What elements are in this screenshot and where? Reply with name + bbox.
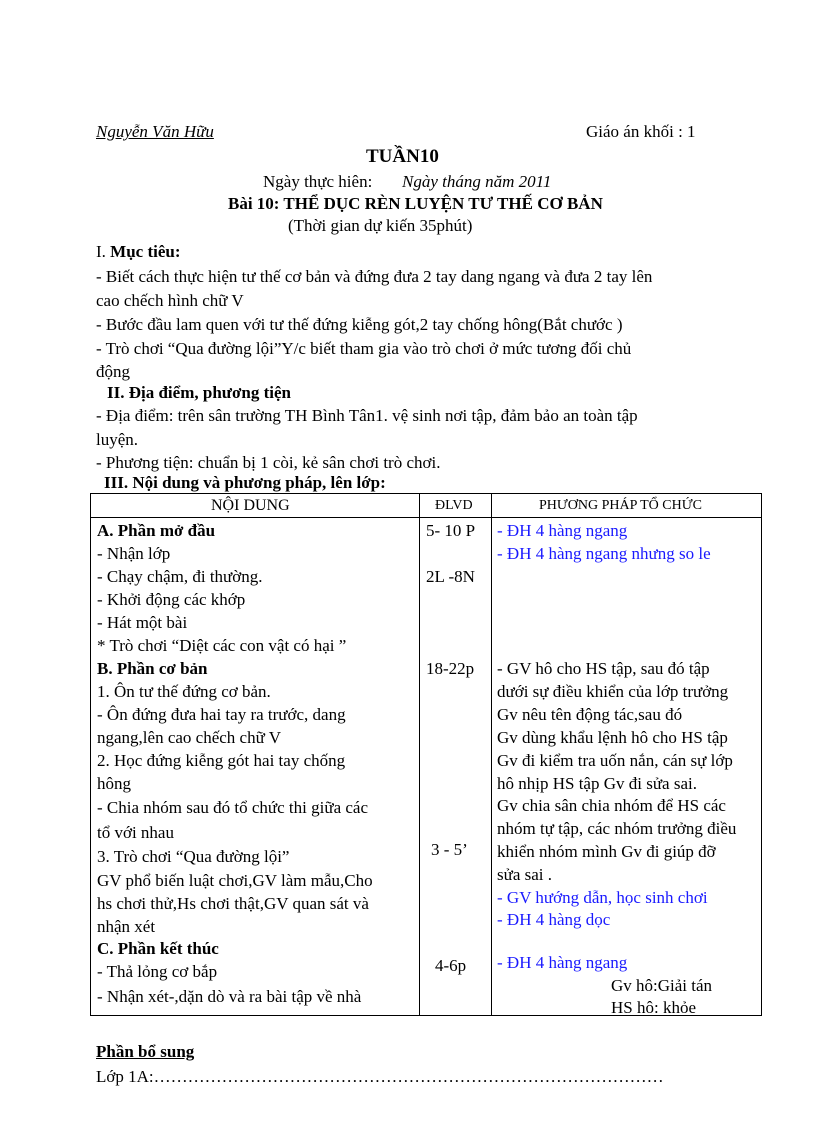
method-line: HS hô: khỏe xyxy=(611,998,696,1017)
objective-line: - Biết cách thực hiện tư thế cơ bản và đứng đưa 2 tay dang ngang và đưa 2 tay lên xyxy=(96,267,653,286)
method-line: Gv dùng khẩu lệnh hô cho HS tập xyxy=(497,728,728,747)
method-line: Gv chia sân chia nhóm để HS các xyxy=(497,796,726,815)
content-line: * Trò chơi “Diệt các con vật có hại ” xyxy=(97,636,347,655)
location-heading: II. Địa điểm, phương tiện xyxy=(107,383,291,402)
duration-c: 4-6p xyxy=(435,956,467,975)
objectives-heading-text: Mục tiêu: xyxy=(110,242,181,261)
method-line: hô nhịp HS tập Gv đi sửa sai. xyxy=(497,774,697,793)
date-value: Ngày tháng năm 2011 xyxy=(402,172,552,191)
content-line: - Thả lỏng cơ bắp xyxy=(97,962,218,981)
content-line: - Nhận xét-,dặn dò và ra bài tập về nhà xyxy=(97,987,362,1006)
content-line: - Khởi động các khớp xyxy=(97,590,246,609)
objective-line: - Trò chơi “Qua đường lội”Y/c biết tham gia vào trò chơi ở mức tương đối chủ xyxy=(96,339,632,358)
objective-line: động xyxy=(96,362,130,381)
duration-run: 2L -8N xyxy=(426,567,475,586)
content-line: 3. Trò chơi “Qua đường lội” xyxy=(97,847,290,866)
objective-line: - Bước đầu lam quen với tư thế đứng kiễng gót,2 tay chống hông(Bắt chước ) xyxy=(96,315,623,334)
method-line: dưới sự điều khiển của lớp trưởng xyxy=(497,682,729,701)
lesson-plan-table xyxy=(90,493,762,1016)
method-line: Gv nêu tên động tác,sau đó xyxy=(497,705,683,724)
method-line-blue: - ĐH 4 hàng dọc xyxy=(497,910,611,929)
duration-b: 18-22p xyxy=(426,659,475,678)
duration-game: 3 - 5’ xyxy=(431,840,468,859)
duration-a: 5- 10 P xyxy=(426,521,476,540)
header-noi-dung: NỘI DUNG xyxy=(211,497,290,514)
content-line: - Ôn đứng đưa hai tay ra trước, dang xyxy=(97,705,346,724)
content-heading: III. Nội dung và phương pháp, lên lớp: xyxy=(104,473,386,492)
week-title: TUẦN10 xyxy=(366,146,439,167)
location-line: - Phương tiện: chuẩn bị 1 còi, kẻ sân chơi trò chơi. xyxy=(96,453,441,472)
supplement-heading: Phần bổ sung xyxy=(96,1042,195,1061)
content-line: - Chạy chậm, đi thường. xyxy=(97,567,263,586)
date-label: Ngày thực hiên: xyxy=(263,172,373,191)
method-line-blue: - ĐH 4 hàng ngang xyxy=(497,521,628,540)
content-line: 2. Học đứng kiễng gót hai tay chống xyxy=(97,751,346,770)
duration: (Thời gian dự kiến 35phút) xyxy=(288,216,473,235)
method-line: sửa sai . xyxy=(497,865,553,884)
location-line: luyện. xyxy=(96,430,139,449)
section-b-title: B. Phần cơ bản xyxy=(97,659,208,678)
method-line-blue: - ĐH 4 hàng ngang xyxy=(497,953,628,972)
section-a-title: A. Phần mở đầu xyxy=(97,521,216,540)
content-line: 1. Ôn tư thế đứng cơ bản. xyxy=(97,682,271,701)
method-line-blue: - GV hướng dẫn, học sinh chơi xyxy=(497,888,708,907)
method-line: nhóm tự tập, các nhóm trưởng điều xyxy=(497,819,737,838)
location-line: - Địa điểm: trên sân trường TH Bình Tân1. vệ sinh nơi tập, đảm bảo an toàn tập xyxy=(96,406,638,425)
header-phuong-phap: PHƯƠNG PHÁP TỔ CHỨC xyxy=(539,498,702,513)
method-line: Gv đi kiểm tra uốn nắn, cán sự lớp xyxy=(497,751,733,770)
method-line: khiển nhóm mình Gv đi giúp đỡ xyxy=(497,842,716,861)
column-divider xyxy=(491,494,492,1015)
content-line: ngang,lên cao chếch chữ V xyxy=(97,728,282,747)
content-line: - Nhận lớp xyxy=(97,544,171,563)
objective-line: cao chếch hình chữ V xyxy=(96,291,244,310)
author-name: Nguyễn Văn Hữu xyxy=(96,122,214,141)
content-line: - Chia nhóm sau đó tổ chức thi giữa các xyxy=(97,798,368,817)
content-line: hs chơi thử,Hs chơi thật,GV quan sát và xyxy=(97,894,369,913)
grade-label: Giáo án khối : 1 xyxy=(586,122,696,141)
header-dlvd: ĐLVD xyxy=(435,498,473,513)
lesson-title: Bài 10: THỂ DỤC RÈN LUYỆN TƯ THẾ CƠ BẢN xyxy=(228,194,603,213)
method-line-blue: - ĐH 4 hàng ngang nhưng so le xyxy=(497,544,711,563)
content-line: tổ với nhau xyxy=(97,823,174,842)
content-line: GV phổ biến luật chơi,GV làm mẫu,Cho xyxy=(97,871,373,890)
method-line: Gv hô:Giải tán xyxy=(611,976,713,995)
content-line: - Hát một bài xyxy=(97,613,188,632)
supplement-line: Lớp 1A:……………………………………………………………………………… xyxy=(96,1067,664,1086)
column-divider xyxy=(419,494,420,1015)
content-line: nhận xét xyxy=(97,917,156,936)
method-line: - GV hô cho HS tập, sau đó tập xyxy=(497,659,710,678)
section-c-title: C. Phần kết thúc xyxy=(97,939,219,958)
header-divider xyxy=(91,517,761,518)
objectives-heading xyxy=(96,242,181,262)
content-line: hông xyxy=(97,774,131,793)
objectives-heading-num: I. xyxy=(96,242,111,261)
